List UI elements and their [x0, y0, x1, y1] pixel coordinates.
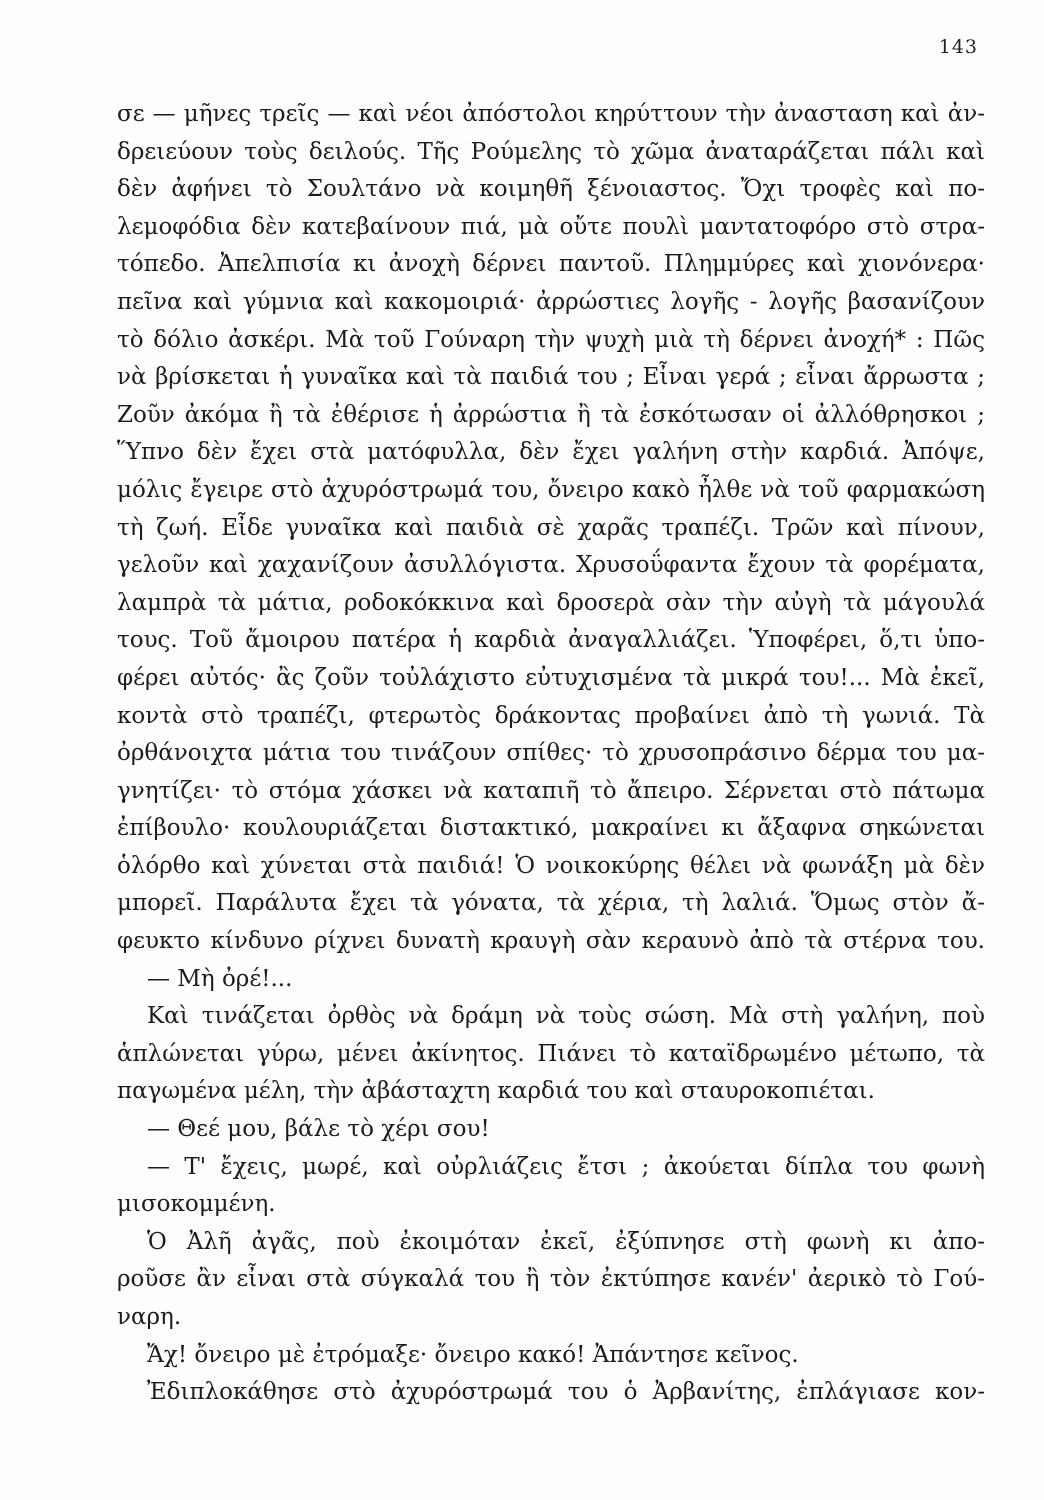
text-line: Καὶ τινάζεται ὀρθὸς νὰ δράμη νὰ τοὺς σώση. Μὰ στὴ γαλήνη, ποὺ: [147, 1003, 985, 1030]
body-text: [117, 96, 985, 1412]
text-line: Ἄχ! ὄνειρο μὲ ἐτρόμαξε· ὄνειρο κακό! Ἀπάντησε κεῖνος.: [147, 1341, 799, 1368]
text-line: ροῦσε ἂν εἶναι στὰ σύγκαλά του ἢ τὸν ἐκτύπησε κανέν' ἀερικὸ τὸ Γού-: [117, 1266, 985, 1293]
text-line: λεμοφόδια δὲν κατεβαίνουν πιά, μὰ οὔτε πουλὶ μαντατοφόρο στὸ στρα-: [117, 213, 985, 240]
text-line: ὁλόρθο καὶ χύνεται στὰ παιδιά! Ὁ νοικοκύρης θέλει νὰ φωνάξη μὰ δὲν: [117, 852, 985, 879]
text-line: ἐπίβουλο· κουλουριάζεται διστακτικό, μακραίνει κι ἄξαφνα σηκώνεται: [117, 815, 985, 842]
text-line: λαμπρὰ τὰ μάτια, ροδοκόκκινα καὶ δροσερὰ σὰν τὴν αὐγὴ τὰ μάγουλά: [117, 589, 985, 616]
text-line: Ὕπνο δὲν ἔχει στὰ ματόφυλλα, δὲν ἔχει γαλήνη στὴν καρδιά. Ἀπόψε,: [117, 439, 985, 466]
text-line: δὲν ἀφήνει τὸ Σουλτάνο νὰ κοιμηθῆ ξένοιαστος. Ὄχι τροφὲς καὶ πο-: [117, 176, 985, 203]
text-line: γελοῦν καὶ χαχανίζουν ἀσυλλόγιστα. Χρυσοΰφαντα ἔχουν τὰ φορέματα,: [117, 552, 985, 579]
text-line: φέρει αὐτός· ἂς ζοῦν τοὐλάχιστο εὐτυχισμένα τὰ μικρά του!... Μὰ ἐκεῖ,: [117, 664, 985, 691]
text-line: πεῖνα καὶ γύμνια καὶ κακομοιριά· ἀρρώστιες λογῆς - λογῆς βασανίζουν: [117, 288, 985, 315]
text-line: δρειεύουν τοὺς δειλούς. Τῆς Ρούμελης τὸ χῶμα ἀναταράζεται πάλι καὶ: [117, 138, 985, 165]
text-line: νὰ βρίσκεται ἡ γυναῖκα καὶ τὰ παιδιά του ; Εἶναι γερά ; εἶναι ἄρρωστα ;: [117, 364, 985, 391]
text-line: ὀρθάνοιχτα μάτια του τινάζουν σπίθες· τὸ χρυσοπράσινο δέρμα του μα-: [117, 740, 985, 767]
text-line: τὴ ζωή. Εἶδε γυναῖκα καὶ παιδιὰ σὲ χαρᾶς τραπέζι. Τρῶν καὶ πίνουν,: [117, 514, 985, 541]
text-line: παγωμένα μέλη, τὴν ἀβάσταχτη καρδιά του καὶ σταυροκοπιέται.: [117, 1078, 875, 1105]
text-line: — Θεέ μου, βάλε τὸ χέρι σου!: [147, 1116, 490, 1143]
text-line: — Τ' ἔχεις, μωρέ, καὶ οὐρλιάζεις ἔτσι ; ἀκούεται δίπλα του φωνὴ: [147, 1153, 985, 1180]
text-line: τους. Τοῦ ἄμοιρου πατέρα ἡ καρδιὰ ἀναγαλλιάζει. Ὑποφέρει, ὅ,τι ὑπο-: [117, 627, 985, 654]
text-line: μπορεῖ. Παράλυτα ἔχει τὰ γόνατα, τὰ χέρια, τὴ λαλιά. Ὅμως στὸν ἄ-: [117, 890, 985, 917]
text-line: — Μὴ ὀρέ!...: [147, 965, 293, 992]
text-line: μόλις ἔγειρε στὸ ἀχυρόστρωμά του, ὄνειρο κακὸ ἦλθε νὰ τοῦ φαρμακώση: [117, 476, 985, 503]
text-line: Ζοῦν ἀκόμα ἢ τὰ ἐθέρισε ἡ ἀρρώστια ἢ τὰ ἐσκότωσαν οἱ ἀλλόθρησκοι ;: [117, 401, 985, 428]
text-line: ἁπλώνεται γύρω, μένει ἀκίνητος. Πιάνει τὸ καταϊδρωμένο μέτωπο, τὰ: [117, 1040, 985, 1067]
text-line: φευκτο κίνδυνο ρίχνει δυνατὴ κραυγὴ σὰν κεραυνὸ ἀπὸ τὰ στέρνα του.: [117, 928, 985, 955]
text-line: κοντὰ στὸ τραπέζι, φτερωτὸς δράκοντας προβαίνει ἀπὸ τὴ γωνιά. Τὰ: [117, 702, 985, 729]
text-line: Ὁ Ἀλῆ ἀγᾶς, ποὺ ἐκοιμόταν ἐκεῖ, ἐξύπνησε στὴ φωνὴ κι ἀπο-: [147, 1228, 985, 1255]
text-line: γνητίζει· τὸ στόμα χάσκει νὰ καταπιῆ τὸ ἄπειρο. Σέρνεται στὸ πάτωμα: [117, 777, 985, 804]
text-line: σε — μῆνες τρεῖς — καὶ νέοι ἀπόστολοι κηρύττουν τὴν ἀνασταση καὶ ἀν-: [117, 101, 985, 127]
text-line: ναρη.: [117, 1304, 182, 1330]
text-line: μισοκομμένη.: [117, 1191, 276, 1218]
text-line: Ἐδιπλοκάθησε στὸ ἀχυρόστρωμά του ὁ Ἀρβανίτης, ἐπλάγιασε κον-: [147, 1379, 985, 1406]
text-line: τὸ δόλιο ἀσκέρι. Μὰ τοῦ Γούναρη τὴν ψυχὴ μιὰ τὴ δέρνει ἀνοχή* : Πῶς: [117, 326, 985, 353]
page-number: 143: [938, 36, 978, 58]
text-line: τόπεδο. Ἀπελπισία κι ἀνοχὴ δέρνει παντοῦ. Πλημμύρες καὶ χιονόνερα·: [117, 251, 985, 278]
